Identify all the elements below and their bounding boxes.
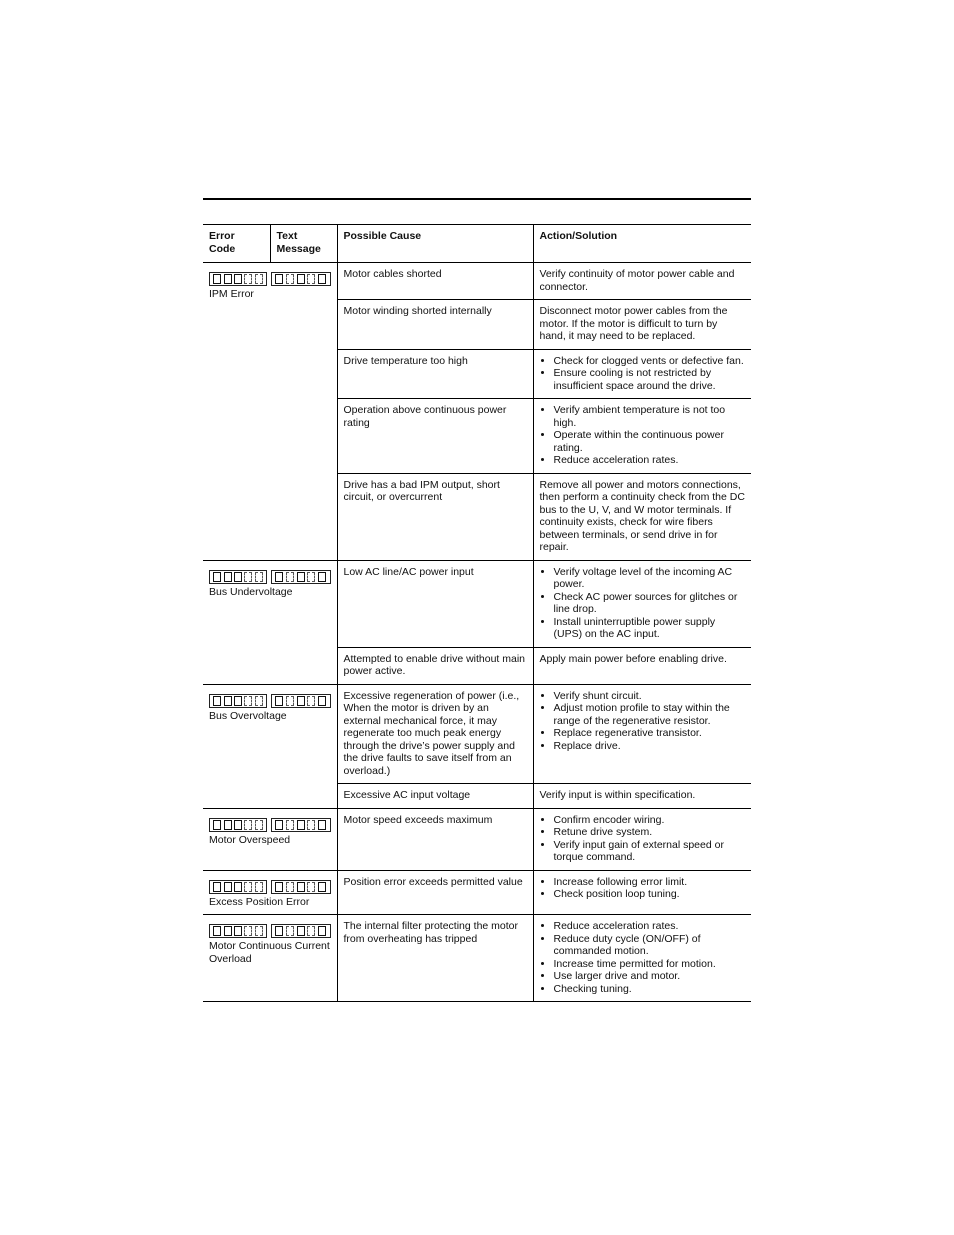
display-digit [213,696,221,706]
possible-cause-cell: Attempted to enable drive without main power active. [337,647,533,684]
display-digit [297,274,305,284]
list-item: • Ensure cooling is not restricted by insufficient space around the drive. [554,367,746,392]
possible-cause-cell: Drive temperature too high [337,349,533,399]
display-digit [275,926,283,936]
display-box [209,924,267,938]
error-code-cell [203,684,337,808]
seven-segment-display [209,570,331,584]
possible-cause-cell: Excessive AC input voltage [337,784,533,809]
top-rule [203,198,751,200]
display-digit [307,882,315,892]
action-solution-cell: Verify continuity of motor power cable and connector. [533,263,751,300]
display-digit [224,572,232,582]
action-solution-cell [533,560,751,647]
display-box [271,694,331,708]
list-item: • Verify voltage level of the incoming AC power. [554,566,746,591]
action-solution-cell [533,915,751,1002]
seven-segment-display [209,880,331,894]
error-code-cell [203,560,337,684]
table-row [203,808,751,870]
display-box [271,880,331,894]
display-digit [255,820,263,830]
list-item: • Install uninterruptible power supply (UPS) on the AC input. [554,616,746,641]
display-digit [307,572,315,582]
display-digit [213,820,221,830]
display-digit [224,926,232,936]
display-box [271,818,331,832]
error-code-cell [203,915,337,1002]
display-digit [297,926,305,936]
display-digit [286,820,294,830]
display-digit [234,820,242,830]
display-box [209,880,267,894]
display-digit [318,696,326,706]
display-digit [297,820,305,830]
display-digit [307,696,315,706]
display-box [209,570,267,584]
display-digit [213,572,221,582]
seven-segment-display [209,924,331,938]
action-solution-cell: Verify input is within specification. [533,784,751,809]
list-item: • Verify ambient temperature is not too high. [554,404,746,429]
display-digit [234,696,242,706]
display-digit [297,882,305,892]
action-solution-cell [533,349,751,399]
list-item: • Reduce duty cycle (ON/OFF) of commanded motion. [554,933,746,958]
possible-cause-cell: Motor speed exceeds maximum [337,808,533,870]
display-digit [244,820,252,830]
action-solution-cell [533,808,751,870]
fault-name: Bus Overvoltage [209,709,287,722]
action-solution-cell [533,399,751,474]
display-digit [255,696,263,706]
display-digit [318,274,326,284]
fault-name: Bus Undervoltage [209,585,293,598]
display-digit [244,696,252,706]
fault-name: Motor Continuous Current Overload [209,940,330,965]
display-digit [234,926,242,936]
action-list [540,404,746,467]
display-digit [244,882,252,892]
action-solution-cell: Remove all power and motors connections, then perform a continuity check from the DC bus to the U, V, and W motor terminals. If continuity exists, check for wire fibers between terminals, or send drive in for repair. [533,473,751,560]
action-list [540,814,746,864]
display-digit [297,572,305,582]
error-code-cell [203,808,337,870]
display-digit [213,274,221,284]
list-item: • Check for clogged vents or defective fan. [554,355,746,368]
display-digit [244,274,252,284]
action-solution-cell [533,684,751,784]
table-row [203,684,751,784]
display-digit [307,926,315,936]
list-item: • Reduce acceleration rates. [554,454,746,467]
action-list [540,876,746,901]
display-digit [286,572,294,582]
display-digit [275,696,283,706]
table-row [203,560,751,647]
display-digit [318,926,326,936]
list-item: • Use larger drive and motor. [554,970,746,983]
header-possible-cause: Possible Cause [337,225,533,263]
action-list [540,355,746,393]
display-digit [286,696,294,706]
display-digit [286,926,294,936]
list-item: • Operate within the continuous power rating. [554,429,746,454]
display-digit [275,820,283,830]
table-row [203,870,751,915]
table-row [203,263,751,300]
header-action-solution: Action/Solution [533,225,751,263]
header-error-code: Error Code [203,225,270,263]
display-digit [318,882,326,892]
possible-cause-cell: Operation above continuous power rating [337,399,533,474]
display-digit [234,572,242,582]
list-item: • Adjust motion profile to stay within the range of the regenerative resistor. [554,702,746,727]
list-item: • Replace drive. [554,740,746,753]
seven-segment-display [209,694,331,708]
display-digit [255,926,263,936]
display-digit [275,882,283,892]
list-item: • Replace regenerative transistor. [554,727,746,740]
list-item: • Confirm encoder wiring. [554,814,746,827]
action-solution-cell: Apply main power before enabling drive. [533,647,751,684]
header-text-message: Text Message [270,225,337,263]
display-box [209,272,267,286]
possible-cause-cell: Excessive regeneration of power (i.e., When the motor is driven by an external mechanical force, it may regenerate too much peak energy through the drive’s power supply and the drive faults to save itself from an overload.) [337,684,533,784]
possible-cause-cell: Motor cables shorted [337,263,533,300]
display-digit [234,274,242,284]
display-digit [275,572,283,582]
header-row [203,225,751,263]
display-digit [275,274,283,284]
display-digit [224,820,232,830]
display-digit [244,926,252,936]
list-item: • Increase time permitted for motion. [554,958,746,971]
error-code-cell [203,870,337,915]
action-list [540,690,746,753]
display-digit [224,696,232,706]
list-item: • Verify shunt circuit. [554,690,746,703]
list-item: • Reduce acceleration rates. [554,920,746,933]
list-item: • Check position loop tuning. [554,888,746,901]
display-box [209,818,267,832]
fault-name: IPM Error [209,288,254,300]
display-digit [224,274,232,284]
display-digit [318,820,326,830]
action-list [540,920,746,995]
possible-cause-cell: Motor winding shorted internally [337,300,533,350]
list-item: • Checking tuning. [554,983,746,996]
display-digit [224,882,232,892]
list-item: • Check AC power sources for glitches or line drop. [554,591,746,616]
display-digit [286,274,294,284]
display-digit [318,572,326,582]
fault-name: Motor Overspeed [209,833,291,846]
display-digit [255,274,263,284]
display-box [271,272,331,286]
action-list [540,566,746,641]
display-digit [307,820,315,830]
list-item: • Retune drive system. [554,826,746,839]
seven-segment-display [209,272,331,286]
display-digit [255,572,263,582]
fault-name: Excess Position Error [209,895,310,908]
list-item: • Verify input gain of external speed or torque command. [554,839,746,864]
fault-body [203,263,751,1002]
error-code-cell [203,263,337,561]
list-item: • Increase following error limit. [554,876,746,889]
possible-cause-cell: The internal filter protecting the motor from overheating has tripped [337,915,533,1002]
display-digit [286,882,294,892]
display-digit [255,882,263,892]
display-digit [244,572,252,582]
possible-cause-cell: Drive has a bad IPM output, short circuit, or overcurrent [337,473,533,560]
seven-segment-display [209,818,331,832]
possible-cause-cell: Position error exceeds permitted value [337,870,533,915]
display-box [271,570,331,584]
display-box [209,694,267,708]
display-digit [234,882,242,892]
display-digit [213,882,221,892]
display-digit [297,696,305,706]
display-box [271,924,331,938]
display-digit [213,926,221,936]
action-solution-cell: Disconnect motor power cables from the motor. If the motor is difficult to turn by hand, it may need to be replaced. [533,300,751,350]
table-row [203,915,751,1002]
possible-cause-cell: Low AC line/AC power input [337,560,533,647]
display-digit [307,274,315,284]
action-solution-cell [533,870,751,915]
fault-table [203,224,751,1002]
